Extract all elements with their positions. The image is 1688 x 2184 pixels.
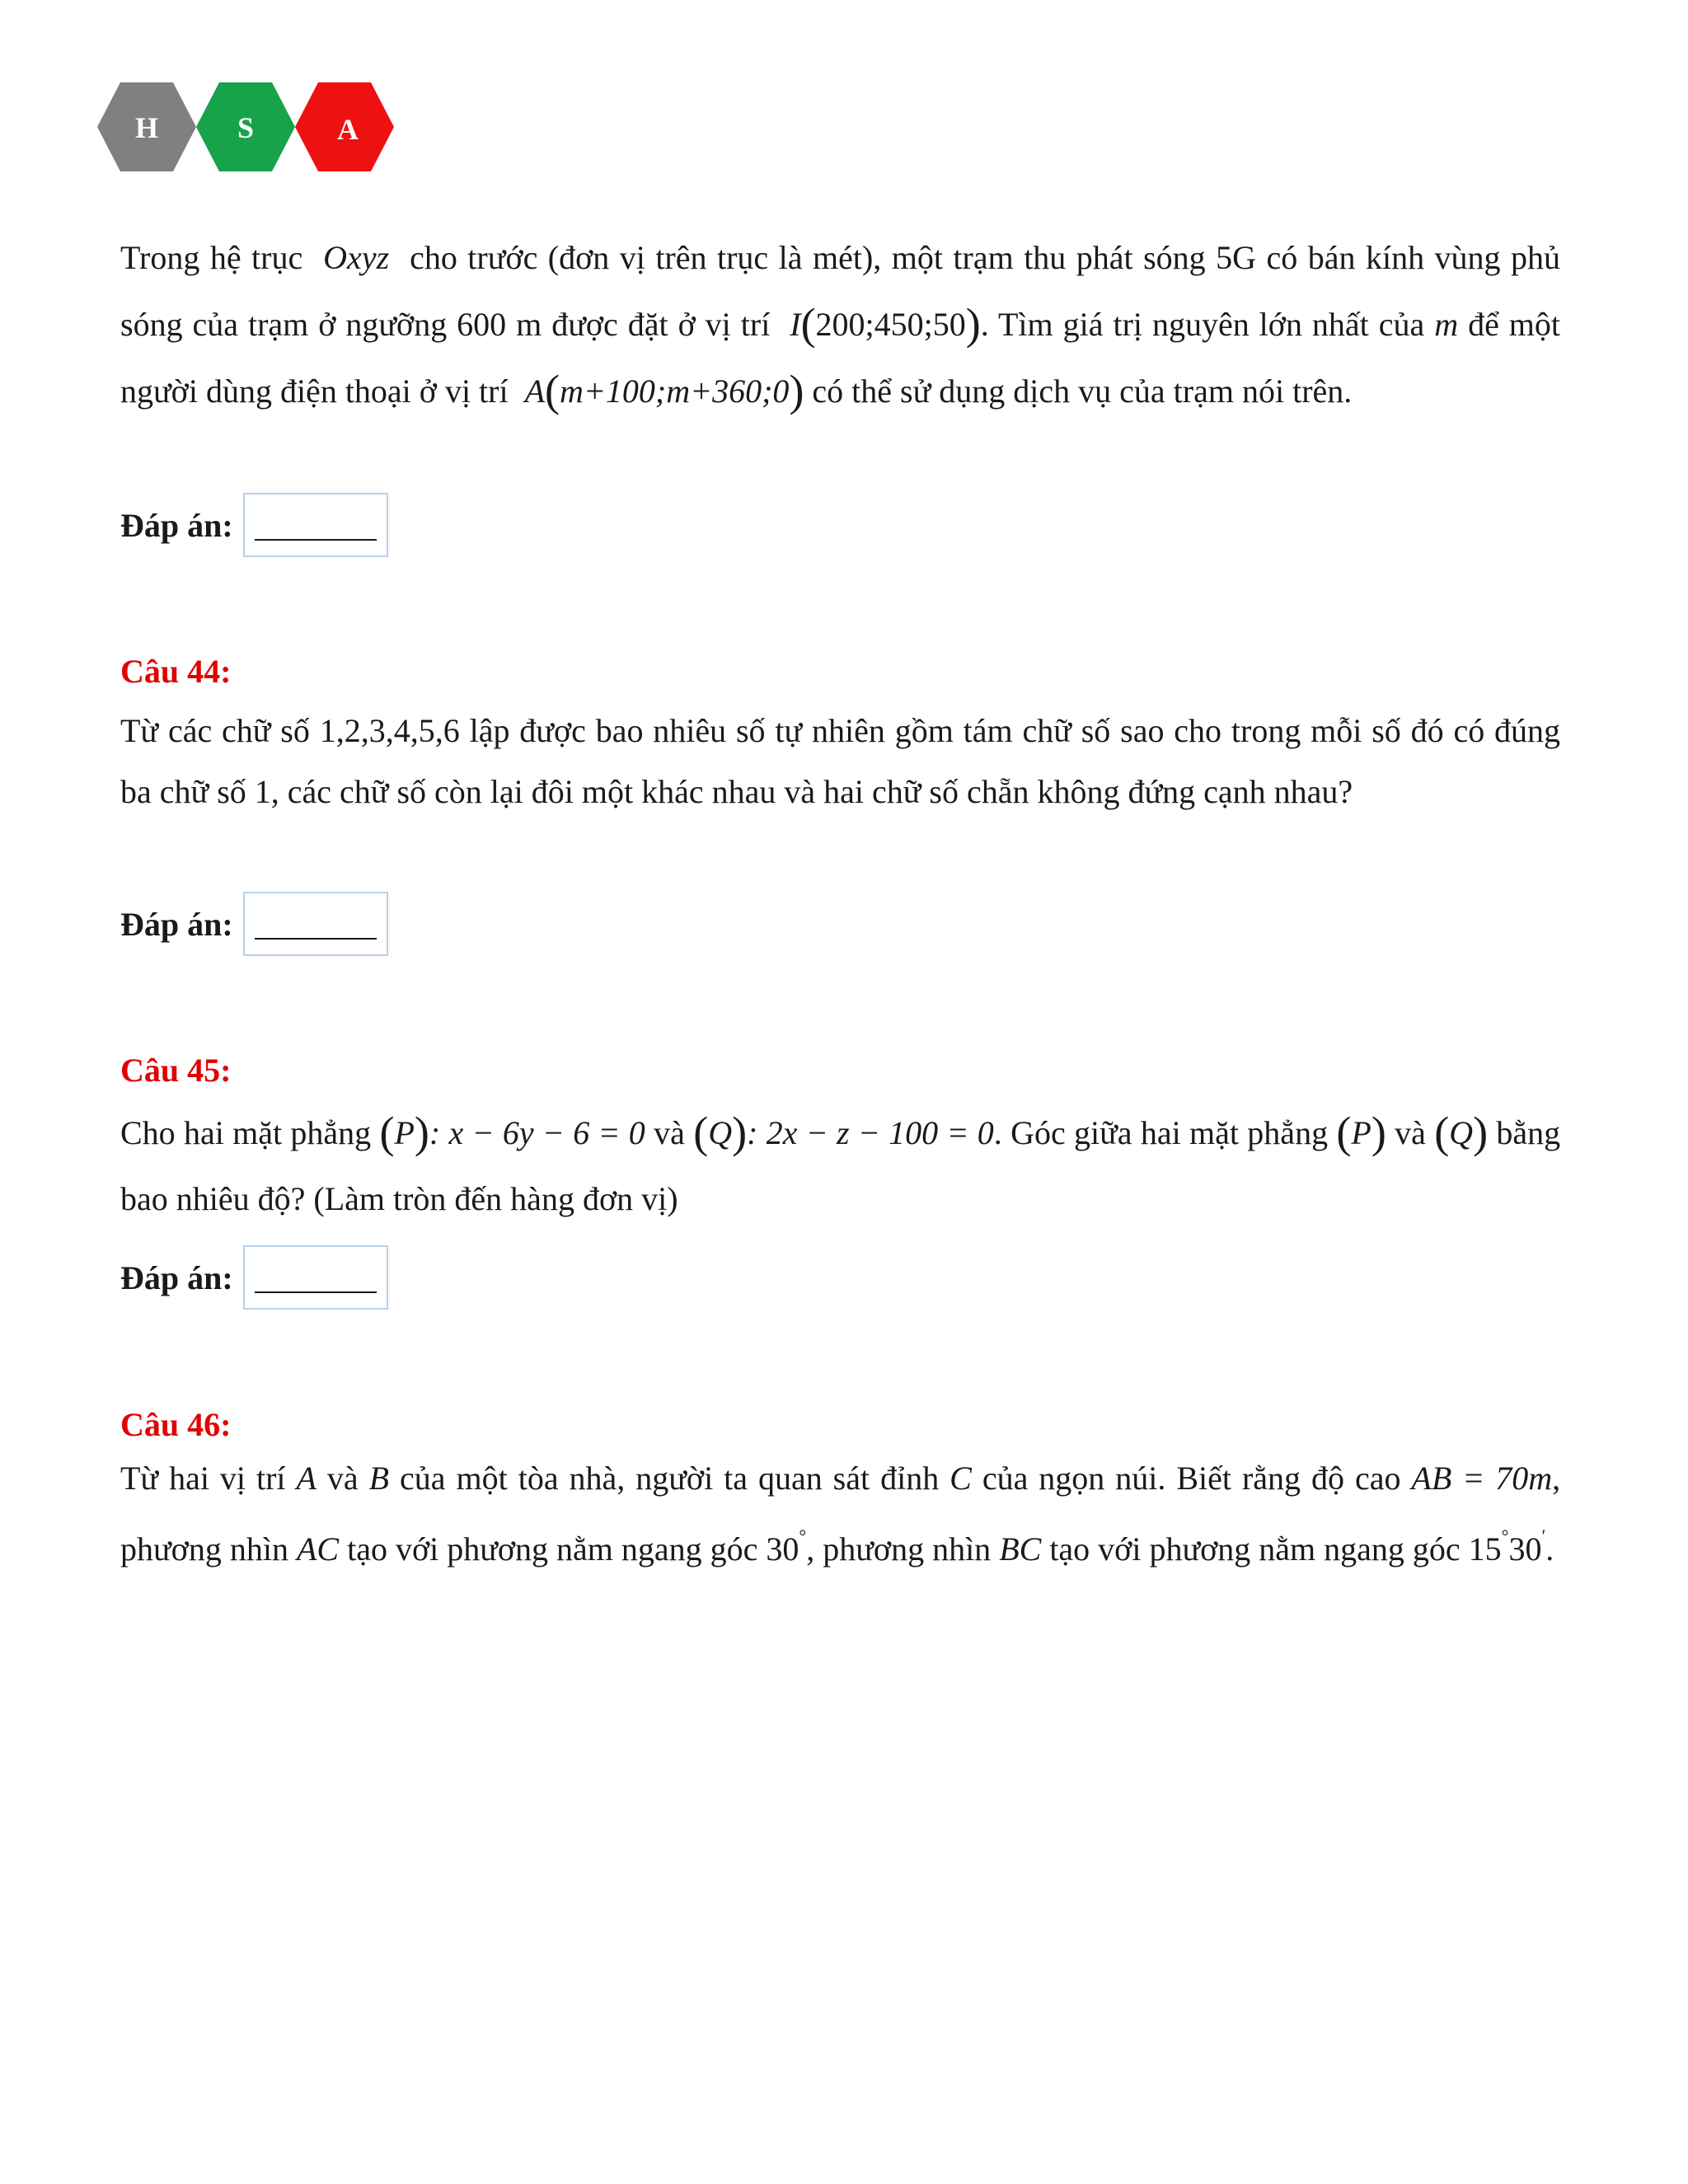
q46-angle-1: 30	[766, 1530, 799, 1568]
paren-close: )	[414, 1108, 429, 1157]
q44-digits: 1,2,3,4,5,6	[319, 712, 460, 749]
q45-and: và	[654, 1114, 685, 1151]
q46-angle-2-degrees: 15	[1468, 1530, 1502, 1568]
q45-text-3: bằng bao nhiêu độ? (Làm tròn đến hàng đơn vị)	[120, 1114, 1561, 1217]
q45-plane-p: P	[394, 1114, 415, 1151]
q46-ab-equation: AB = 70m	[1411, 1460, 1553, 1497]
answer-blank-line	[255, 938, 377, 940]
answer-input-44[interactable]	[243, 892, 388, 956]
question-45-title: Câu 45:	[120, 1052, 232, 1089]
paren-close: )	[732, 1108, 748, 1157]
logo-letter-a: A	[337, 113, 359, 146]
q46-text-2: của một tòa nhà, người ta quan sát đỉnh	[400, 1460, 940, 1497]
degree-symbol: °	[799, 1526, 807, 1546]
q43-text-3: . Tìm giá trị nguyên lớn nhất của	[980, 306, 1425, 343]
answer-row-43	[120, 490, 388, 560]
answer-input-43[interactable]	[243, 493, 388, 557]
paren-open: (	[693, 1108, 709, 1157]
q46-point-b: B	[368, 1460, 390, 1497]
logo-letter-s: S	[237, 111, 255, 144]
q43-point-i-coords: 200;450;50	[815, 306, 966, 343]
q46-text-1: Từ hai vị trí	[120, 1460, 286, 1497]
q43-point-a-name: A	[524, 373, 546, 410]
q43-m: m	[1434, 306, 1459, 343]
paren-open: (	[1336, 1108, 1352, 1157]
q44-text-2: lập được bao nhiêu số tự nhiên gồm tám chữ số sao cho trong mỗi số đó có đúng ba chữ số 1, các chữ số còn lại đôi một khác nhau và hai chữ số chẵn không đứng cạnh nhau?	[120, 712, 1561, 810]
q46-text-5: tạo với phương nằm ngang góc	[347, 1530, 758, 1568]
q46-ac: AC	[296, 1530, 340, 1568]
q44-text-1: Từ các chữ số	[120, 712, 310, 749]
q43-oxyz: Oxyz	[323, 239, 390, 276]
answer-blank-line	[255, 1291, 377, 1293]
question-44-text	[120, 701, 1560, 823]
paren-close: )	[965, 299, 981, 349]
paren-open: (	[800, 299, 816, 349]
q43-text-4: để một người dùng điện thoại ở vị trí	[120, 306, 1561, 410]
question-46-title: Câu 46:	[120, 1406, 232, 1443]
paren-close: )	[1371, 1108, 1386, 1157]
q43-text-2: cho trước (đơn vị trên trục là mét), một trạm thu phát sóng 5G có bán kính vùng phủ sóng của trạm ở ngưỡng 600 m được đặt ở vị trí	[120, 239, 1560, 343]
paren-open: (	[379, 1108, 395, 1157]
q46-text-7: tạo với phương nằm ngang góc	[1049, 1530, 1461, 1568]
q46-point-c: C	[950, 1460, 972, 1497]
q46-text-6: , phương nhìn	[806, 1530, 992, 1568]
paren-close: )	[1473, 1108, 1489, 1157]
q43-point-a-coords: m+100;m+360;0	[560, 373, 790, 410]
q46-bc: BC	[999, 1530, 1042, 1568]
q46-text-8: .	[1545, 1530, 1554, 1568]
answer-label: Đáp án:	[120, 1258, 233, 1296]
hsa-logo	[97, 81, 404, 173]
question-45-text	[120, 1099, 1560, 1232]
minute-symbol: ′	[1541, 1526, 1546, 1546]
question-44-title: Câu 44:	[120, 653, 232, 690]
q46-text-3: của ngọn núi. Biết rằng độ cao	[982, 1460, 1401, 1497]
q46-text-4: , phương nhìn	[120, 1460, 1561, 1568]
q43-point-i-name: I	[790, 306, 801, 343]
answer-row-44	[120, 888, 388, 959]
q43-text-1: Trong hệ trục	[120, 239, 303, 276]
q46-angle-2-minutes: 30	[1508, 1530, 1542, 1568]
q46-point-a: A	[296, 1460, 316, 1497]
answer-blank-line	[255, 539, 377, 541]
answer-row-45	[120, 1242, 388, 1313]
q45-plane-q: Q	[708, 1114, 733, 1151]
q46-and: và	[326, 1460, 359, 1497]
q45-and-2: và	[1395, 1114, 1426, 1151]
logo-letter-h: H	[134, 111, 159, 144]
degree-symbol: °	[1501, 1526, 1509, 1546]
answer-input-45[interactable]	[243, 1245, 388, 1310]
q45-text-2: . Góc giữa hai mặt phẳng	[993, 1114, 1329, 1151]
question-46-text	[120, 1450, 1560, 1578]
q45-plane-q-equation: : 2x − z − 100 = 0	[747, 1114, 994, 1151]
answer-label: Đáp án:	[120, 506, 233, 544]
paren-open: (	[1434, 1108, 1450, 1157]
hsa-logo-graphic	[97, 81, 404, 173]
q45-plane-p-equation: : x − 6y − 6 = 0	[429, 1114, 645, 1151]
question-43-text	[120, 224, 1560, 424]
q45-plane-p-ref: P	[1351, 1114, 1372, 1151]
paren-open: (	[545, 366, 560, 415]
answer-label: Đáp án:	[120, 905, 233, 943]
q45-plane-q-ref: Q	[1449, 1114, 1474, 1151]
q45-text-1: Cho hai mặt phẳng	[120, 1114, 372, 1151]
paren-close: )	[789, 366, 804, 415]
q43-text-5: có thể sử dụng dịch vụ của trạm nói trên.	[812, 373, 1353, 410]
